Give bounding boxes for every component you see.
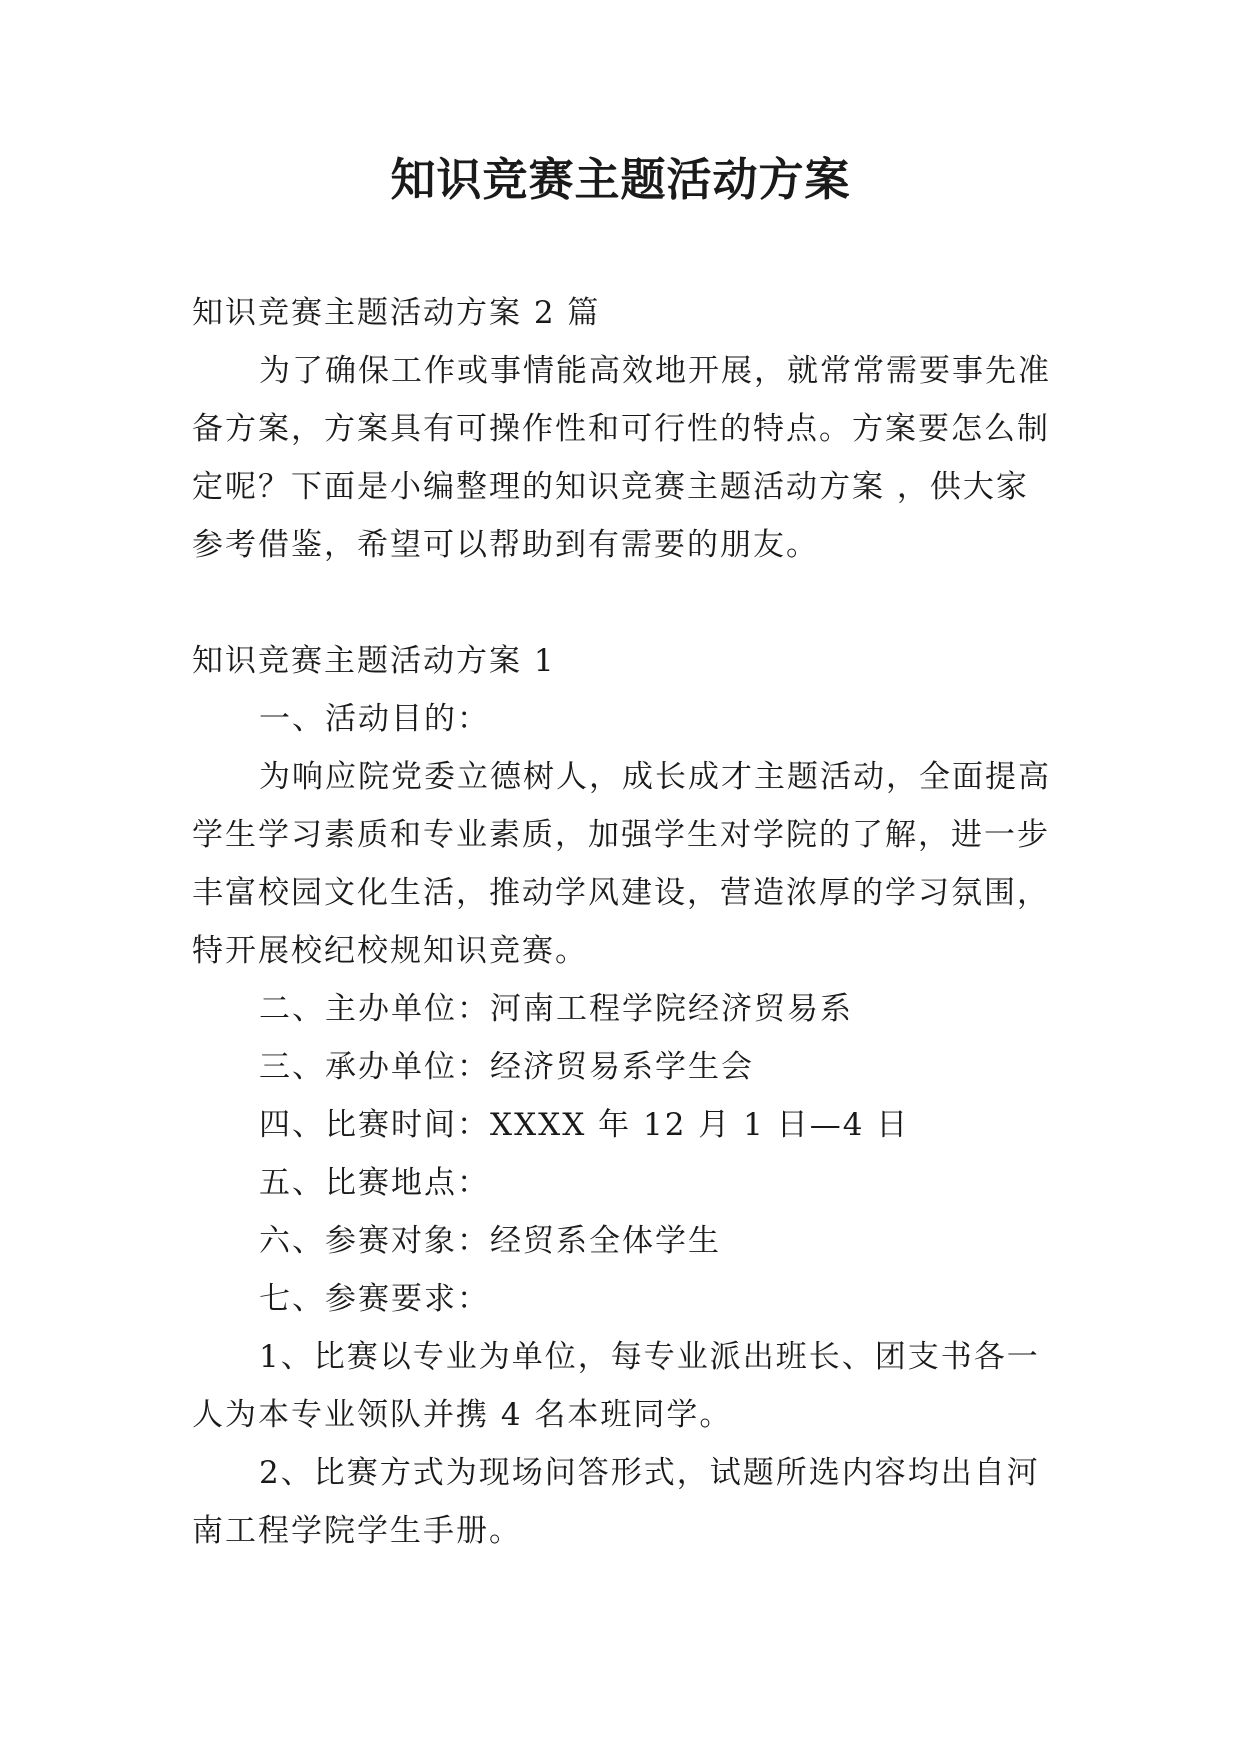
list-item: 五、比赛地点：	[259, 1165, 490, 1201]
paragraph-line: 人为本专业领队并携 4 名本班同学。	[192, 1397, 733, 1433]
paragraph-line: 特开展校纪校规知识竞赛。	[192, 933, 588, 969]
paragraph-line: 参考借鉴，希望可以帮助到有需要的朋友。	[192, 527, 819, 563]
subtitle: 知识竞赛主题活动方案 2 篇	[192, 295, 601, 331]
paragraph-line: 为响应院党委立德树人，成长成才主题活动，全面提高	[259, 759, 1051, 795]
list-item: 一、活动目的：	[259, 701, 490, 737]
intro-paragraph	[192, 342, 1052, 574]
paragraph-line: 2、比赛方式为现场问答形式，试题所选内容均出自河	[259, 1455, 1040, 1491]
document-body	[192, 284, 1052, 1560]
requirement-1	[192, 1328, 1052, 1444]
paragraph-line: 为了确保工作或事情能高效地开展，就常常需要事先准	[259, 353, 1051, 389]
paragraph-line: 1、比赛以专业为单位，每专业派出班长、团支书各一	[259, 1339, 1040, 1375]
paragraph-line: 备方案，方案具有可操作性和可行性的特点。方案要怎么制	[192, 411, 1050, 447]
paragraph-line: 学生学习素质和专业素质，加强学生对学院的了解，进一步	[192, 817, 1050, 853]
requirement-2	[192, 1444, 1052, 1560]
paragraph-line: 南工程学院学生手册。	[192, 1513, 522, 1549]
paragraph-line: 定呢？下面是小编整理的知识竞赛主题活动方案 ，供大家	[192, 469, 1029, 505]
list-item: 六、参赛对象：经贸系全体学生	[259, 1223, 721, 1259]
purpose-paragraph	[192, 748, 1052, 980]
section-heading: 知识竞赛主题活动方案 1	[192, 643, 556, 679]
list-item: 七、参赛要求：	[259, 1281, 490, 1317]
paragraph-line: 丰富校园文化生活，推动学风建设，营造浓厚的学习氛围，	[192, 875, 1050, 911]
spacer	[192, 574, 1052, 632]
list-item: 四、比赛时间：XXXX 年 12 月 1 日—4 日	[259, 1107, 910, 1143]
list-item: 二、主办单位：河南工程学院经济贸易系	[259, 991, 853, 1027]
document-title: 知识竞赛主题活动方案	[390, 153, 851, 206]
list-item: 三、承办单位：经济贸易系学生会	[259, 1049, 754, 1085]
